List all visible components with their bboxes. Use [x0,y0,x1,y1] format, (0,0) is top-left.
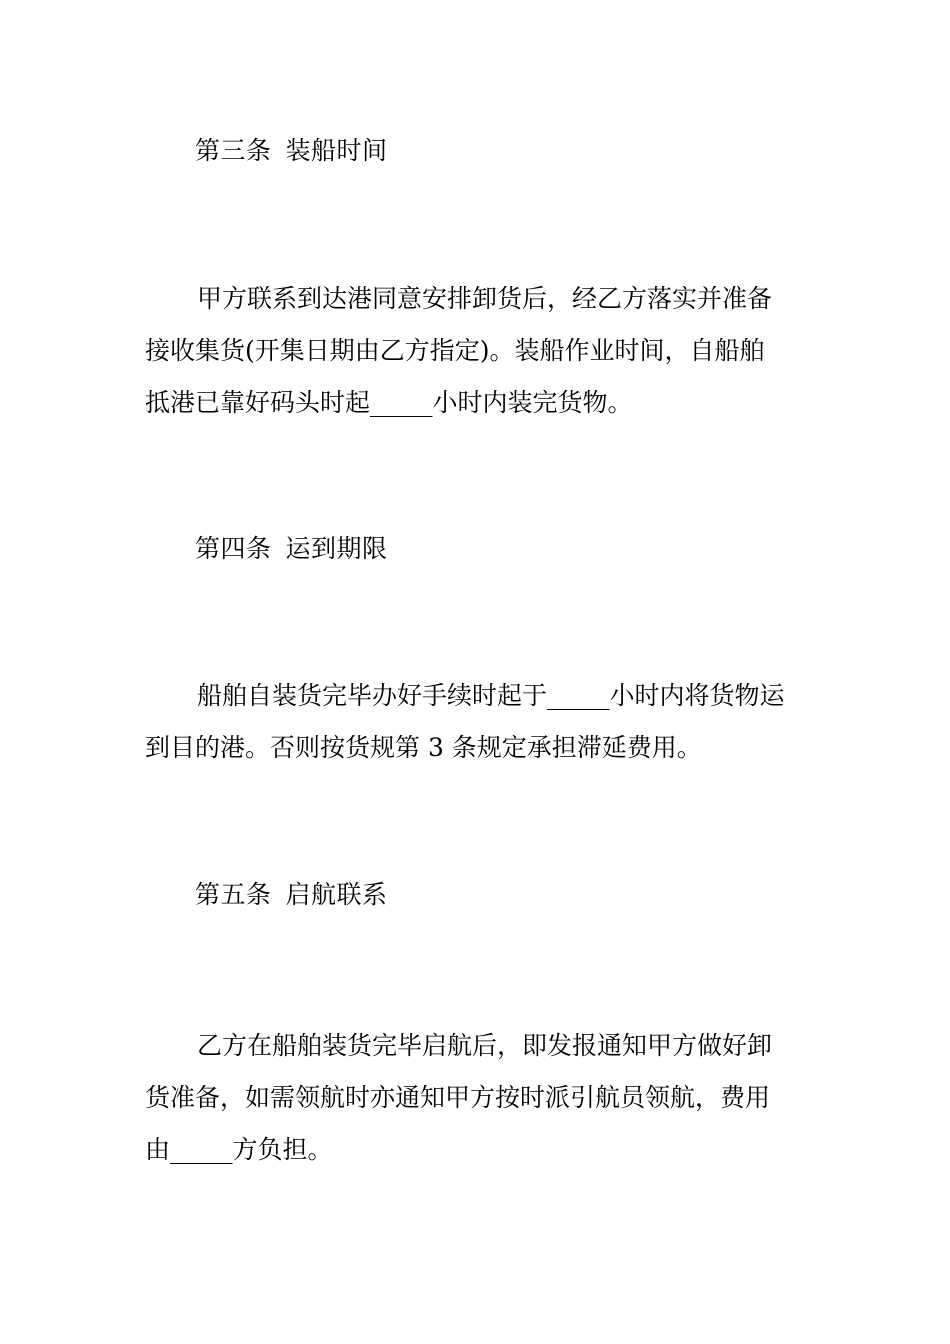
paragraph-line: 由_____方负担。 [145,1135,333,1164]
paragraph-line: 抵港已靠好码头时起_____小时内装完货物。 [145,388,633,417]
article-number: 第三条 [195,136,272,165]
article-title: 启航联系 [285,880,388,909]
article-3-body [145,273,810,429]
article-title: 运到期限 [285,534,388,563]
article-4-body [145,670,810,774]
article-4-heading [195,534,388,564]
article-5-heading [195,880,388,910]
paragraph-line: 货准备，如需领航时亦通知甲方按时派引航员领航，费用 [145,1083,771,1112]
article-number: 第四条 [195,534,272,563]
paragraph-line: 甲方联系到达港同意安排卸货后，经乙方落实并准备 [197,284,773,313]
paragraph-line: 乙方在船舶装货完毕启航后，即发报通知甲方做好卸 [197,1031,773,1060]
article-title: 装船时间 [285,136,388,165]
paragraph-line: 接收集货(开集日期由乙方指定)。装船作业时间，自船舶 [145,336,765,365]
paragraph-line: 到目的港。否则按货规第 3 条规定承担滞延费用。 [145,733,702,762]
article-5-body [145,1020,810,1176]
paragraph-line: 船舶自装货完毕办好手续时起于_____小时内将货物运 [197,681,785,710]
article-number: 第五条 [195,880,272,909]
article-3-heading [195,136,388,166]
